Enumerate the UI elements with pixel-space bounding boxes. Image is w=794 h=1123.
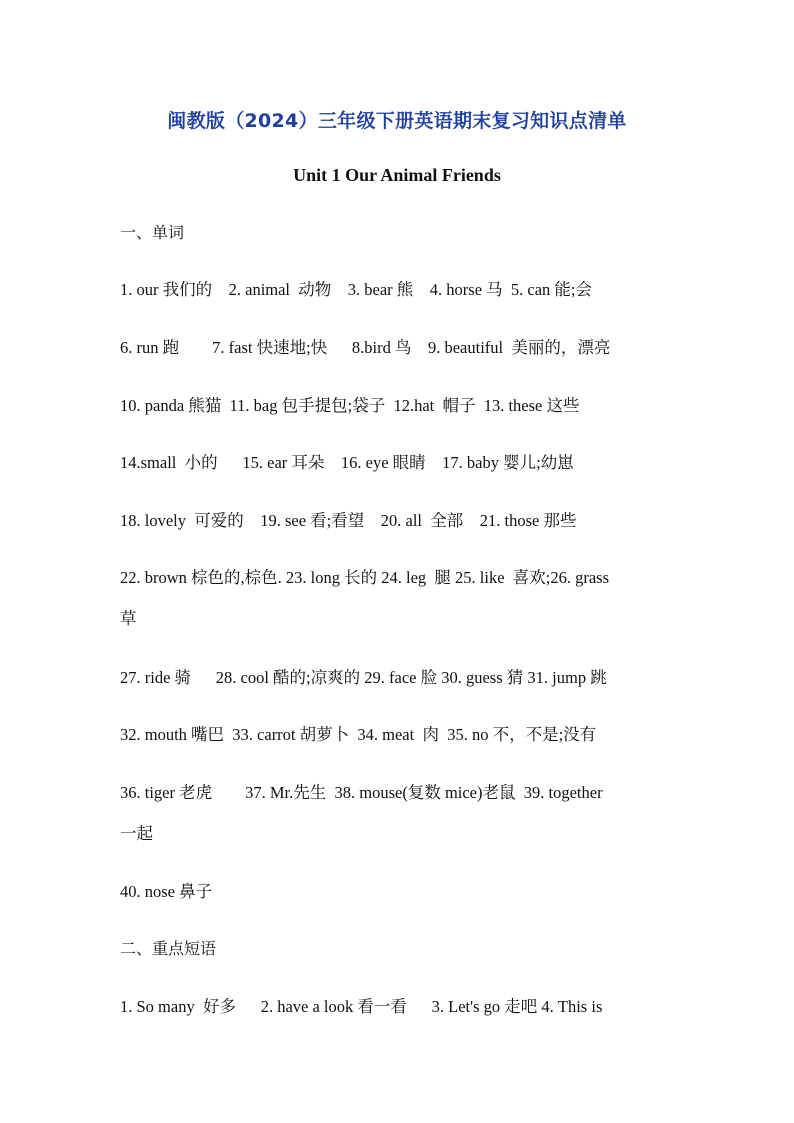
vocab-line: 6. run 跑 7. fast 快速地;快 8.bird 鸟 9. beautiful 美丽的，漂亮: [120, 338, 611, 357]
vocab-line-continuation: 草: [120, 609, 137, 628]
vocab-line: 18. lovely 可爱的 19. see 看;看望 20. all 全部 21. those 那些: [120, 511, 577, 530]
phrase-line: 1. So many 好多 2. have a look 看一看 3. Let's go 走吧 4. This is: [120, 997, 603, 1016]
vocab-line: 36. tiger 老虎 37. Mr.先生 38. mouse(复数 mice)老鼠 39. together: [120, 783, 603, 802]
section-heading-vocabulary: 一、单词: [120, 223, 185, 242]
section-heading-phrases: 二、重点短语: [120, 939, 217, 958]
vocab-line: 14.small 小的 15. ear 耳朵 16. eye 眼睛 17. baby 婴儿;幼崽: [120, 453, 574, 472]
vocab-line: 40. nose 鼻子: [120, 882, 213, 901]
vocab-line: 10. panda 熊猫 11. bag 包手提包;袋子 12.hat 帽子 13. these 这些: [120, 396, 580, 415]
vocab-line: 27. ride 骑 28. cool 酷的;凉爽的 29. face 脸 30. guess 猜 31. jump 跳: [120, 668, 607, 687]
vocab-line: 22. brown 棕色的,棕色. 23. long 长的 24. leg 腿 25. like 喜欢;26. grass: [120, 568, 610, 587]
vocab-line-continuation: 一起: [120, 824, 153, 843]
vocab-line: 1. our 我们的 2. animal 动物 3. bear 熊 4. horse 马 5. can 能;会: [120, 280, 593, 299]
document-title: 闽教版（2024）三年级下册英语期末复习知识点清单: [167, 110, 627, 132]
vocab-line: 32. mouth 嘴巴 33. carrot 胡萝卜 34. meat 肉 35. no 不，不是;没有: [120, 725, 597, 744]
unit-heading: Unit 1 Our Animal Friends: [293, 165, 501, 185]
